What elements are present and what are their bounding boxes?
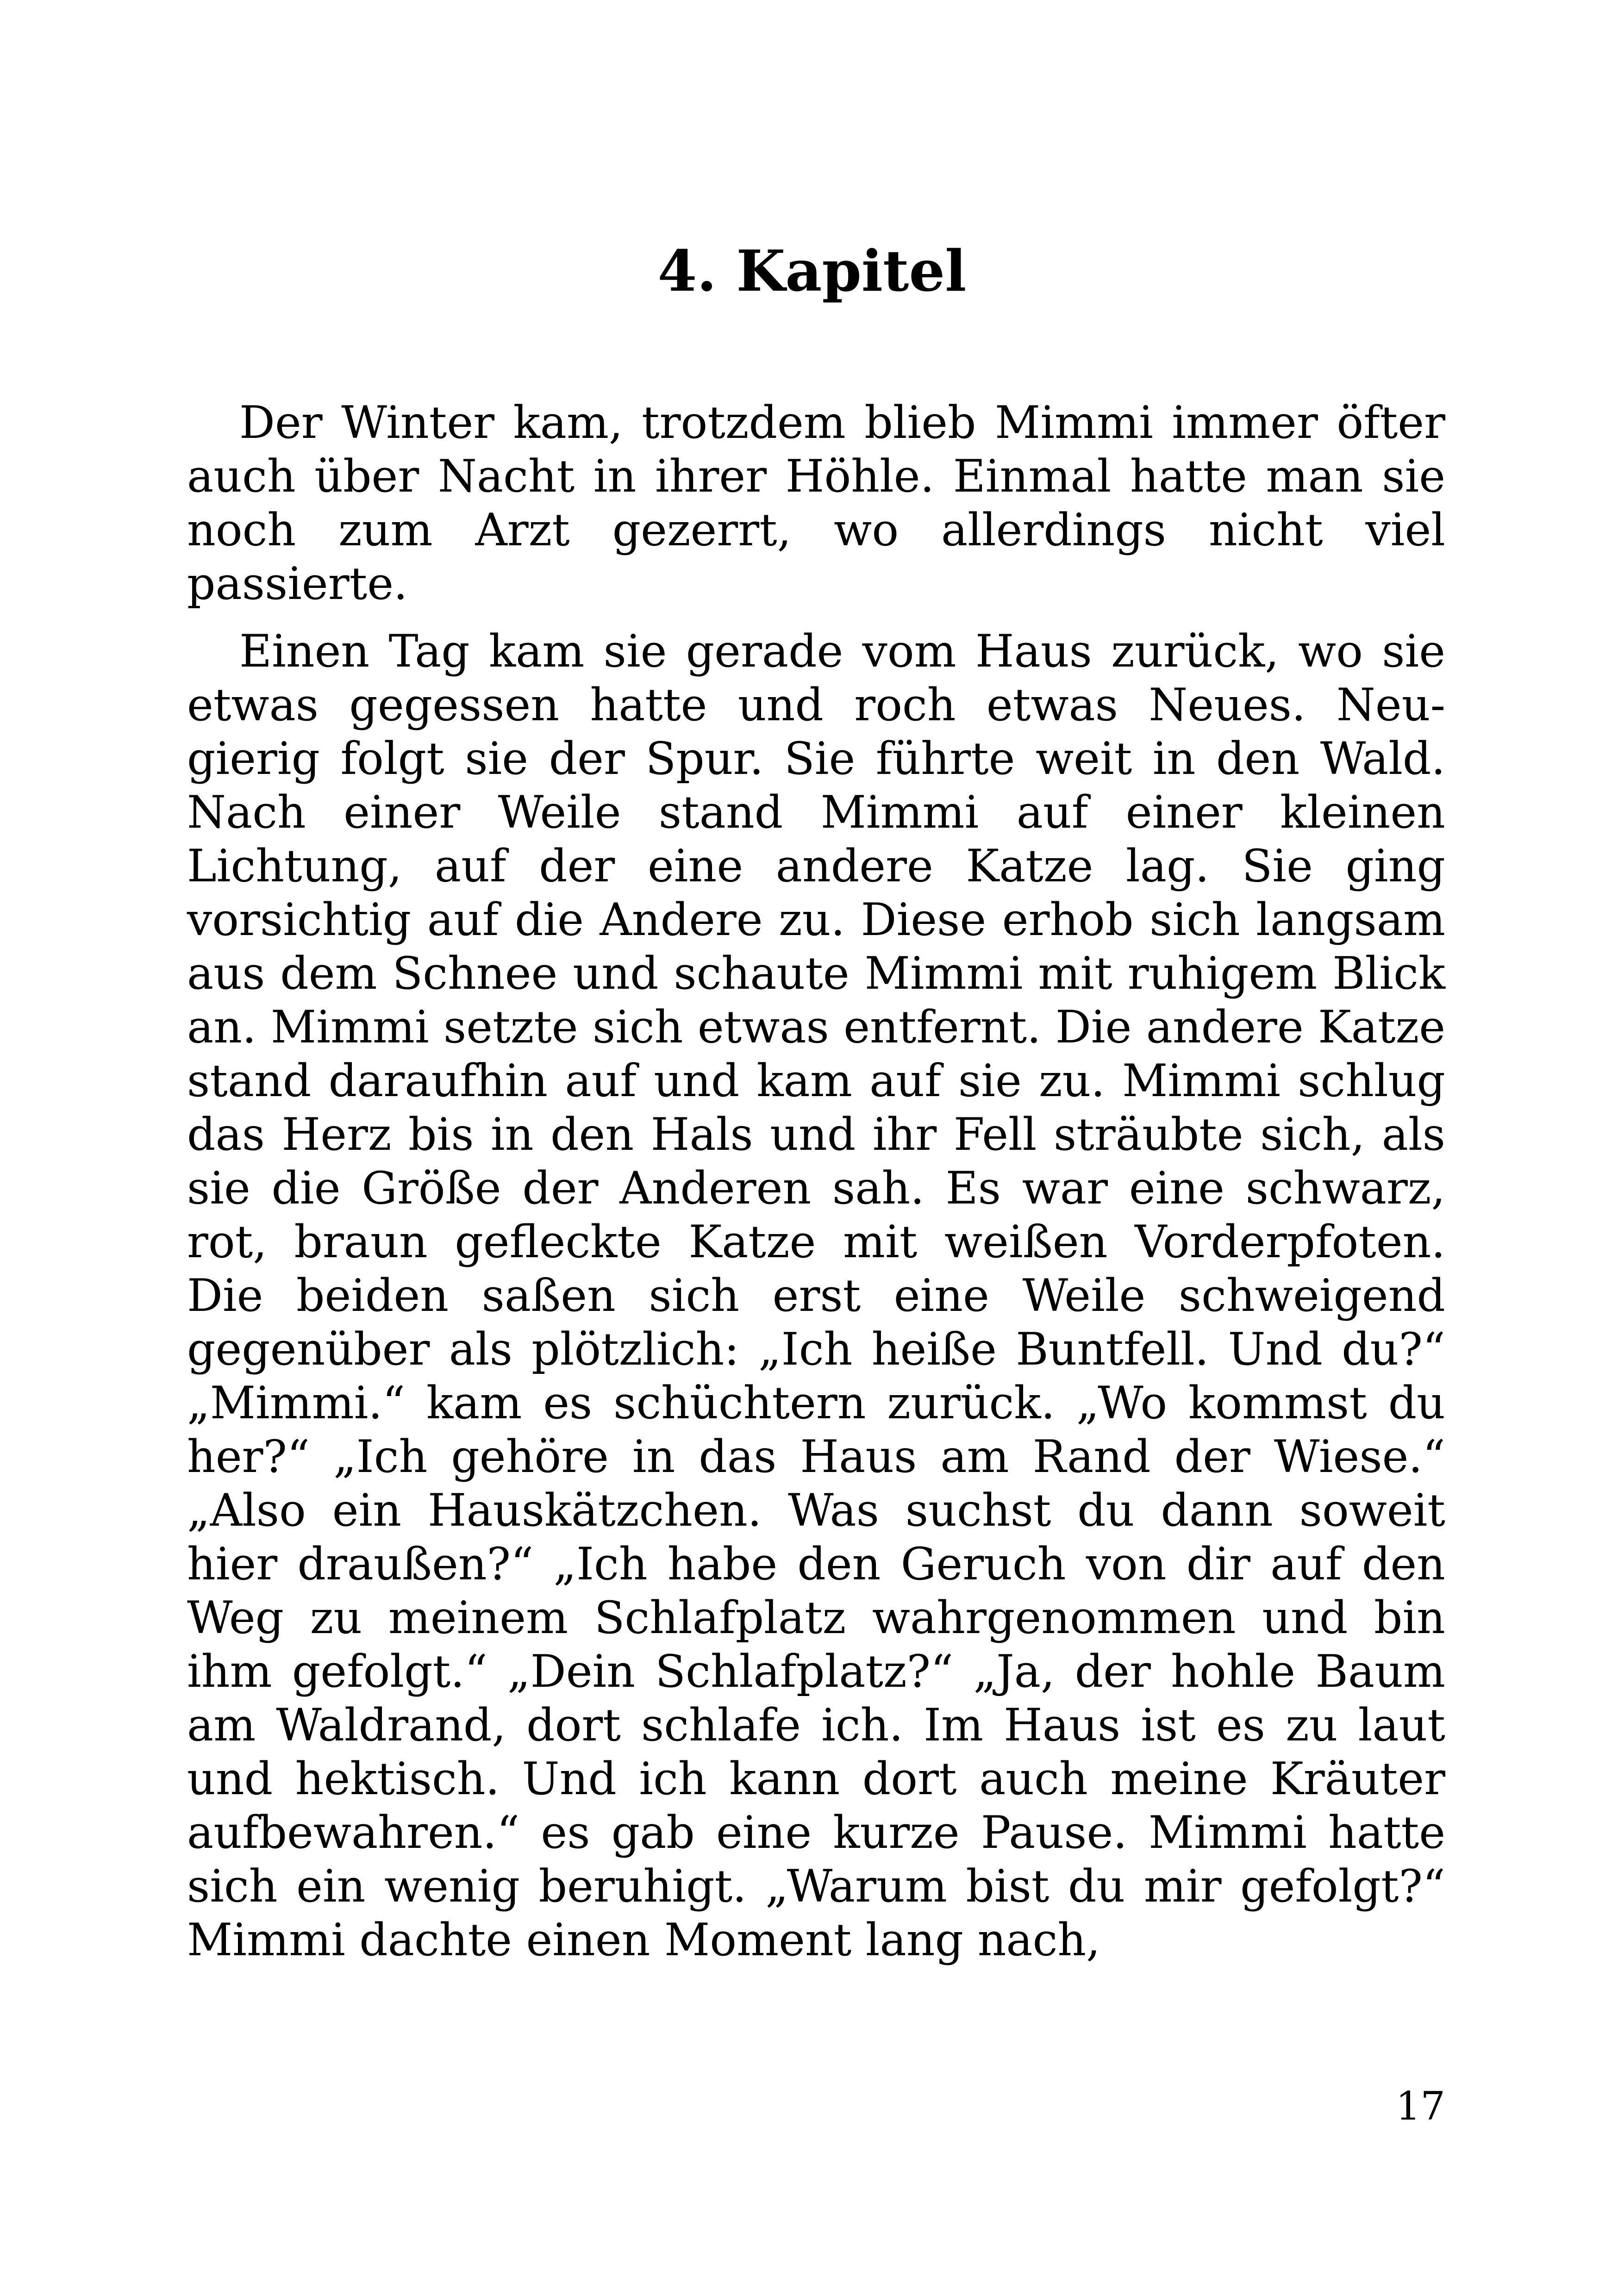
paragraph-2: Einen Tag kam sie gerade vom Haus zurück, wo sie etwas gegessen hatte und roch etwas Neues. Neugierig folgt sie der Spur. Sie führte weit in den Wald. Nach einer Weile stand Mimmi auf einer kleinen Lichtung, auf der eine andere Katze lag. Sie ging vorsichtig auf die Andere zu. Diese erhob sich langsam aus dem Schnee und schaute Mimmi mit ruhigem Blick an. Mimmi setzte sich etwas entfernt. Die andere Katze stand daraufhin auf und kam auf sie zu. Mimmi schlug das Herz bis in den Hals und ihr Fell sträubte sich, als sie die Größe der Anderen sah. Es war eine schwarz, rot, braun gefleckte Katze mit weißen Vorderpfoten. Die beiden saßen sich erst eine Weile schweigend gegenüber als plötzlich: „Ich heiße Buntfell. Und du?“ „Mimmi.“ kam es schüchtern zurück. „Wo kommst du her?“ „Ich gehöre in das Haus am Rand der Wiese.“ „Also ein Hauskätzchen. Was suchst du dann soweit hier draußen?“ „Ich habe den Geruch von dir auf den Weg zu meinem Schlafplatz wahrgenommen und bin ihm gefolgt.“ „Dein Schlafplatz?“ „Ja, der hohle Baum am Waldrand, dort schlafe ich. Im Haus ist es zu laut und hektisch. Und ich kann dort auch meine Kräuter aufbewahren.“ es gab eine kurze Pause. Mimmi hatte sich ein wenig beruhigt. „Warum bist du mir gefolgt?“ Mimmi dachte einen Moment lang nach, — [187, 625, 1445, 1966]
paragraph-1: Der Winter kam, trotzdem blieb Mimmi immer öfter auch über Nacht in ihrer Höhle. Einmal hatte man sie noch zum Arzt gezerrt, wo allerdings nicht viel passierte. — [187, 397, 1445, 610]
page-number: 17 — [1396, 2083, 1445, 2129]
chapter-body — [187, 396, 1445, 1967]
chapter-title: 4. Kapitel — [657, 237, 967, 304]
